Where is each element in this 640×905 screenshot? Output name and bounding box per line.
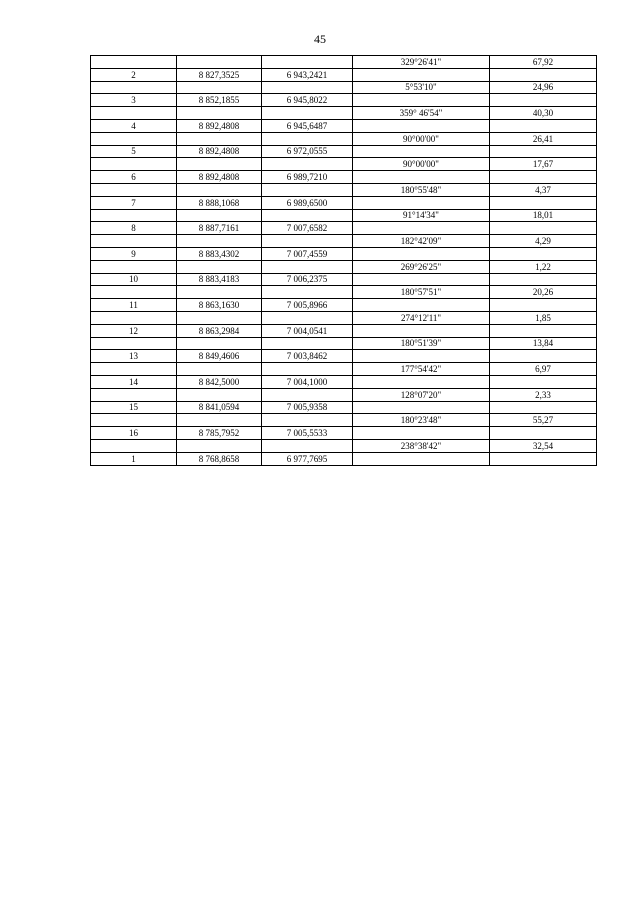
table-row: [91, 68, 597, 81]
table-row: [91, 363, 597, 376]
point-number-cell: 9: [91, 247, 177, 260]
distance-cell: 24,96: [490, 81, 597, 94]
distance-cell: [490, 94, 597, 107]
direction-angle-cell: [353, 94, 490, 107]
distance-cell: 1,85: [490, 311, 597, 324]
table-row: [91, 414, 597, 427]
distance-cell: [490, 196, 597, 209]
direction-angle-cell: 359° 46'54": [353, 107, 490, 120]
x-coordinate-cell: 8 892,4808: [177, 119, 262, 132]
point-number-cell: [91, 363, 177, 376]
direction-angle-cell: 180°23'48": [353, 414, 490, 427]
y-coordinate-cell: [262, 363, 353, 376]
table-row: [91, 388, 597, 401]
y-coordinate-cell: [262, 132, 353, 145]
table-row: [91, 299, 597, 312]
point-number-cell: [91, 81, 177, 94]
point-number-cell: 11: [91, 299, 177, 312]
x-coordinate-cell: 8 849,4606: [177, 350, 262, 363]
x-coordinate-cell: [177, 107, 262, 120]
y-coordinate-cell: 7 005,8966: [262, 299, 353, 312]
direction-angle-cell: 91°14'34": [353, 209, 490, 222]
distance-cell: [490, 452, 597, 465]
direction-angle-cell: 180°55'48": [353, 183, 490, 196]
x-coordinate-cell: [177, 439, 262, 452]
table-row: [91, 107, 597, 120]
y-coordinate-cell: 6 989,6500: [262, 196, 353, 209]
table-row: [91, 286, 597, 299]
point-number-cell: [91, 439, 177, 452]
y-coordinate-cell: [262, 209, 353, 222]
page-number: 45: [314, 32, 326, 46]
distance-cell: 55,27: [490, 414, 597, 427]
distance-cell: 40,30: [490, 107, 597, 120]
point-number-cell: 8: [91, 222, 177, 235]
x-coordinate-cell: 8 883,4183: [177, 273, 262, 286]
y-coordinate-cell: [262, 260, 353, 273]
point-number-cell: 13: [91, 350, 177, 363]
x-coordinate-cell: [177, 158, 262, 171]
distance-cell: [490, 427, 597, 440]
x-coordinate-cell: [177, 235, 262, 248]
point-number-cell: 12: [91, 324, 177, 337]
y-coordinate-cell: 6 977,7695: [262, 452, 353, 465]
distance-cell: [490, 273, 597, 286]
direction-angle-cell: 274°12'11": [353, 311, 490, 324]
x-coordinate-cell: 8 892,4808: [177, 145, 262, 158]
direction-angle-cell: [353, 222, 490, 235]
point-number-cell: [91, 56, 177, 69]
distance-cell: [490, 119, 597, 132]
direction-angle-cell: 90°00'00": [353, 132, 490, 145]
point-number-cell: [91, 183, 177, 196]
direction-angle-cell: [353, 350, 490, 363]
distance-cell: 26,41: [490, 132, 597, 145]
table-row: [91, 273, 597, 286]
distance-cell: 1,22: [490, 260, 597, 273]
y-coordinate-cell: 7 004,0541: [262, 324, 353, 337]
table-row: [91, 311, 597, 324]
table-row: [91, 171, 597, 184]
distance-cell: [490, 145, 597, 158]
point-number-cell: [91, 337, 177, 350]
point-number-cell: 2: [91, 68, 177, 81]
direction-angle-cell: 90°00'00": [353, 158, 490, 171]
y-coordinate-cell: 6 943,2421: [262, 68, 353, 81]
point-number-cell: [91, 132, 177, 145]
x-coordinate-cell: [177, 414, 262, 427]
distance-cell: 20,26: [490, 286, 597, 299]
y-coordinate-cell: [262, 183, 353, 196]
point-number-cell: [91, 414, 177, 427]
y-coordinate-cell: 6 945,8022: [262, 94, 353, 107]
direction-angle-cell: [353, 171, 490, 184]
x-coordinate-cell: 8 842,5000: [177, 375, 262, 388]
x-coordinate-cell: [177, 132, 262, 145]
distance-cell: 4,29: [490, 235, 597, 248]
table-row: [91, 337, 597, 350]
distance-cell: 2,33: [490, 388, 597, 401]
y-coordinate-cell: 7 007,6582: [262, 222, 353, 235]
x-coordinate-cell: 8 863,1630: [177, 299, 262, 312]
table-row: [91, 119, 597, 132]
point-number-cell: 14: [91, 375, 177, 388]
x-coordinate-cell: [177, 388, 262, 401]
table-row: [91, 209, 597, 222]
distance-cell: 13,84: [490, 337, 597, 350]
distance-cell: 67,92: [490, 56, 597, 69]
point-number-cell: [91, 107, 177, 120]
point-number-cell: 6: [91, 171, 177, 184]
direction-angle-cell: [353, 427, 490, 440]
distance-cell: [490, 324, 597, 337]
table-row: [91, 247, 597, 260]
y-coordinate-cell: 7 003,8462: [262, 350, 353, 363]
x-coordinate-cell: [177, 363, 262, 376]
distance-cell: [490, 171, 597, 184]
x-coordinate-cell: 8 887,7161: [177, 222, 262, 235]
point-number-cell: [91, 158, 177, 171]
x-coordinate-cell: 8 841,0594: [177, 401, 262, 414]
direction-angle-cell: [353, 452, 490, 465]
x-coordinate-cell: [177, 286, 262, 299]
y-coordinate-cell: [262, 337, 353, 350]
point-number-cell: 16: [91, 427, 177, 440]
x-coordinate-cell: 8 892,4808: [177, 171, 262, 184]
x-coordinate-cell: [177, 183, 262, 196]
point-number-cell: 5: [91, 145, 177, 158]
y-coordinate-cell: 7 005,5533: [262, 427, 353, 440]
y-coordinate-cell: 6 989,7210: [262, 171, 353, 184]
distance-cell: [490, 401, 597, 414]
x-coordinate-cell: [177, 337, 262, 350]
distance-cell: [490, 299, 597, 312]
direction-angle-cell: [353, 247, 490, 260]
table-row: [91, 145, 597, 158]
y-coordinate-cell: 7 005,9358: [262, 401, 353, 414]
x-coordinate-cell: [177, 81, 262, 94]
direction-angle-cell: [353, 119, 490, 132]
y-coordinate-cell: [262, 56, 353, 69]
table-row: [91, 158, 597, 171]
table-row: [91, 132, 597, 145]
x-coordinate-cell: 8 785,7952: [177, 427, 262, 440]
point-number-cell: [91, 209, 177, 222]
table-row: [91, 222, 597, 235]
distance-cell: 4,37: [490, 183, 597, 196]
direction-angle-cell: 180°57'51": [353, 286, 490, 299]
y-coordinate-cell: [262, 388, 353, 401]
coordinates-table-body: [91, 56, 597, 466]
distance-cell: [490, 222, 597, 235]
direction-angle-cell: [353, 375, 490, 388]
point-number-cell: [91, 311, 177, 324]
direction-angle-cell: [353, 324, 490, 337]
direction-angle-cell: 128°07'20": [353, 388, 490, 401]
y-coordinate-cell: [262, 439, 353, 452]
point-number-cell: 3: [91, 94, 177, 107]
distance-cell: 18,01: [490, 209, 597, 222]
x-coordinate-cell: [177, 209, 262, 222]
point-number-cell: [91, 235, 177, 248]
table-row: [91, 81, 597, 94]
point-number-cell: 7: [91, 196, 177, 209]
y-coordinate-cell: [262, 235, 353, 248]
coordinates-table: [90, 55, 597, 466]
direction-angle-cell: [353, 145, 490, 158]
y-coordinate-cell: [262, 311, 353, 324]
direction-angle-cell: 182°42'09": [353, 235, 490, 248]
direction-angle-cell: 238°38'42": [353, 439, 490, 452]
table-row: [91, 235, 597, 248]
table-row: [91, 56, 597, 69]
point-number-cell: 15: [91, 401, 177, 414]
y-coordinate-cell: [262, 81, 353, 94]
table-row: [91, 401, 597, 414]
y-coordinate-cell: 6 972,0555: [262, 145, 353, 158]
point-number-cell: 1: [91, 452, 177, 465]
table-row: [91, 350, 597, 363]
point-number-cell: [91, 260, 177, 273]
table-row: [91, 375, 597, 388]
y-coordinate-cell: [262, 414, 353, 427]
x-coordinate-cell: 8 883,4302: [177, 247, 262, 260]
x-coordinate-cell: 8 888,1068: [177, 196, 262, 209]
x-coordinate-cell: 8 852,1855: [177, 94, 262, 107]
table-row: [91, 183, 597, 196]
x-coordinate-cell: 8 827,3525: [177, 68, 262, 81]
distance-cell: 17,67: [490, 158, 597, 171]
x-coordinate-cell: 8 863,2984: [177, 324, 262, 337]
table-row: [91, 452, 597, 465]
table-row: [91, 94, 597, 107]
y-coordinate-cell: 7 007,4559: [262, 247, 353, 260]
direction-angle-cell: 329°26'41": [353, 56, 490, 69]
point-number-cell: [91, 388, 177, 401]
direction-angle-cell: [353, 273, 490, 286]
direction-angle-cell: 177°54'42": [353, 363, 490, 376]
x-coordinate-cell: 8 768,8658: [177, 452, 262, 465]
direction-angle-cell: 5°53'10": [353, 81, 490, 94]
table-row: [91, 324, 597, 337]
table-row: [91, 439, 597, 452]
y-coordinate-cell: [262, 107, 353, 120]
point-number-cell: 10: [91, 273, 177, 286]
x-coordinate-cell: [177, 56, 262, 69]
distance-cell: [490, 375, 597, 388]
y-coordinate-cell: [262, 158, 353, 171]
x-coordinate-cell: [177, 311, 262, 324]
y-coordinate-cell: 6 945,6487: [262, 119, 353, 132]
distance-cell: 32,54: [490, 439, 597, 452]
distance-cell: 6,97: [490, 363, 597, 376]
point-number-cell: [91, 286, 177, 299]
direction-angle-cell: [353, 299, 490, 312]
distance-cell: [490, 350, 597, 363]
x-coordinate-cell: [177, 260, 262, 273]
distance-cell: [490, 68, 597, 81]
distance-cell: [490, 247, 597, 260]
direction-angle-cell: 180°51'39": [353, 337, 490, 350]
point-number-cell: 4: [91, 119, 177, 132]
table-row: [91, 196, 597, 209]
table-row: [91, 427, 597, 440]
direction-angle-cell: [353, 68, 490, 81]
direction-angle-cell: [353, 196, 490, 209]
y-coordinate-cell: 7 004,1000: [262, 375, 353, 388]
y-coordinate-cell: [262, 286, 353, 299]
table-row: [91, 260, 597, 273]
direction-angle-cell: [353, 401, 490, 414]
direction-angle-cell: 269°26'25": [353, 260, 490, 273]
y-coordinate-cell: 7 006,2375: [262, 273, 353, 286]
